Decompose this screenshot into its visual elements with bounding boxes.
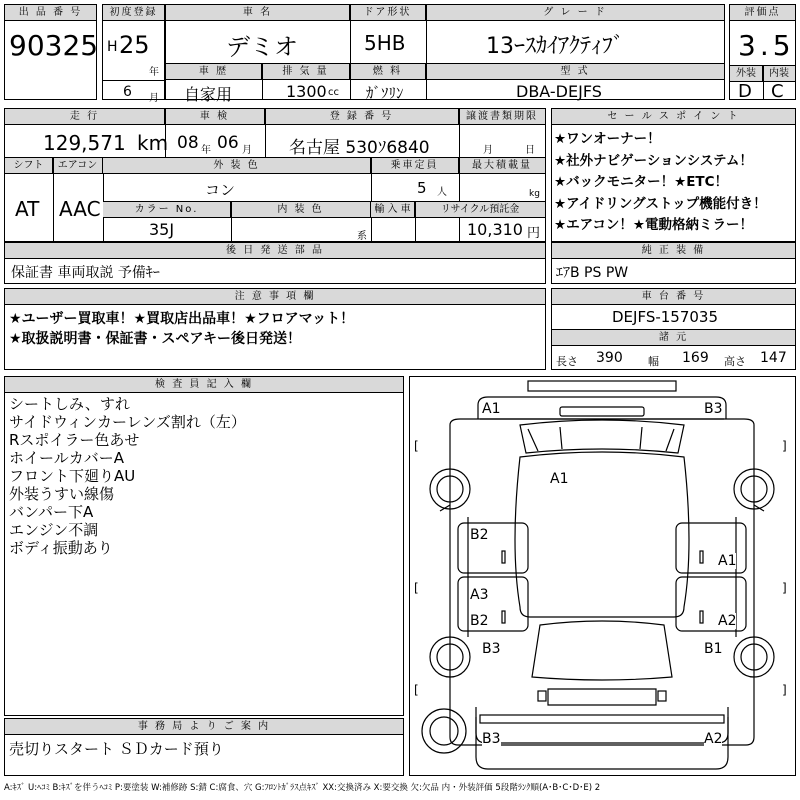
inspector-label: 検 査 員 記 入 欄 bbox=[5, 377, 403, 393]
insp-year: 08 bbox=[177, 133, 199, 153]
sales-points-list bbox=[554, 129, 767, 237]
grade-label: グ レ ー ド bbox=[426, 5, 724, 21]
height: 147 bbox=[760, 350, 787, 366]
transfer-month-unit: 月 bbox=[483, 145, 493, 156]
damage-mark: B3 bbox=[482, 731, 501, 747]
displacement: 1300 bbox=[286, 82, 327, 101]
chassis-number: DEJFS-157035 bbox=[612, 308, 719, 326]
vehicle-details bbox=[4, 108, 546, 242]
interior-label: 内装 bbox=[763, 66, 795, 82]
chassis-label: 車 台 番 号 bbox=[552, 289, 795, 305]
damage-mark: B3 bbox=[482, 641, 501, 657]
car-name-label: 車 名 bbox=[166, 5, 350, 21]
car-outline bbox=[410, 377, 795, 775]
first-reg-label: 初度登録 bbox=[103, 5, 164, 21]
displacement-label: 排 気 量 bbox=[262, 64, 350, 80]
note-line: ★ユーザー買取車！★買取店出品車！★フロアマット！ bbox=[9, 311, 355, 327]
model-label: 型 式 bbox=[426, 64, 724, 80]
int-color-unit: 系 bbox=[357, 231, 367, 242]
score-cell bbox=[729, 4, 796, 100]
era-letter: H bbox=[107, 39, 118, 55]
office-note: 売切りスタート ＳＤカード預り bbox=[9, 740, 224, 758]
legend: A:ｷｽﾞ U:ﾍｺﾐ B:ｷｽﾞを伴うﾍｺﾐ P:要塗装 W:補修跡 S:錆 C:腐食、穴 G:ﾌﾛﾝﾄｶﾞﾗｽ点ｷｽﾞ XX:交換済み X:要交換 欠:欠品 内・外装評価 5段階ﾗﾝｸ順(A･B･C･D･E) 2 bbox=[4, 783, 601, 793]
color-no: 35J bbox=[149, 220, 175, 239]
width: 169 bbox=[682, 350, 709, 366]
exterior-label: 外装 bbox=[730, 66, 763, 82]
bracket: [ bbox=[414, 683, 419, 697]
plate-label: 登 録 番 号 bbox=[265, 109, 459, 125]
displacement-unit: cc bbox=[328, 87, 339, 98]
year-unit: 年 bbox=[149, 67, 159, 78]
notes-label: 注 意 事 項 欄 bbox=[5, 289, 545, 305]
later-parts-label: 後 日 発 送 部 品 bbox=[5, 243, 545, 259]
inspector-line: シートしみ、すれ bbox=[9, 395, 130, 413]
transfer-label: 譲渡書類期限 bbox=[459, 109, 545, 125]
damage-mark: A1 bbox=[550, 471, 569, 487]
history-label: 車 歴 bbox=[166, 64, 262, 80]
fuel-label: 燃 料 bbox=[350, 64, 426, 80]
inspector-line: エンジン不調 bbox=[9, 521, 99, 539]
bracket: ] bbox=[782, 439, 787, 453]
mileage: 129,571 bbox=[43, 131, 126, 155]
notes-cell bbox=[4, 288, 546, 370]
equipment: ｴｱB PS PW bbox=[556, 265, 629, 281]
aircon-label: エアコン bbox=[53, 158, 103, 174]
inspector-line: ホイールカバーA bbox=[9, 449, 124, 467]
inspector-line: バンパー下A bbox=[9, 503, 94, 521]
damage-mark: A1 bbox=[482, 401, 501, 417]
bracket: ] bbox=[782, 581, 787, 595]
sales-point: ★エアコン！★電動格納ミラー！ bbox=[554, 217, 754, 233]
note-line: ★取扱説明書・保証書・スペアキー後日発送！ bbox=[9, 331, 301, 347]
listing-no: 90325 bbox=[9, 29, 99, 62]
office-cell bbox=[4, 718, 404, 776]
damage-mark: B3 bbox=[704, 401, 723, 417]
capacity-unit: 人 bbox=[437, 187, 447, 198]
reg-year: 25 bbox=[119, 31, 150, 59]
inspector-line: Rスポイラー色あせ bbox=[9, 431, 140, 449]
insp-month: 06 bbox=[217, 133, 239, 153]
import-label: 輸 入 車 bbox=[371, 202, 415, 218]
capacity: 5 bbox=[417, 179, 427, 197]
damage-mark: B2 bbox=[470, 527, 489, 543]
ext-color: コン bbox=[205, 181, 236, 199]
door-type: 5HB bbox=[364, 31, 406, 55]
ext-color-label: 外 装 色 bbox=[103, 158, 371, 174]
damage-mark: A3 bbox=[470, 587, 489, 603]
capacity-label: 乗車定員 bbox=[371, 158, 459, 174]
history: 自家用 bbox=[184, 85, 233, 104]
later-parts: 保証書 車両取説 予備ｷｰ bbox=[11, 265, 160, 281]
sales-points-cell bbox=[551, 108, 796, 242]
damage-mark: A2 bbox=[704, 731, 723, 747]
recycle-unit: 円 bbox=[527, 226, 541, 241]
damage-mark: A1 bbox=[718, 553, 737, 569]
exterior-grade: D bbox=[738, 81, 752, 102]
length-label: 長さ bbox=[556, 355, 578, 368]
chassis-cell bbox=[551, 288, 796, 370]
door-label: ドア形状 bbox=[350, 5, 426, 21]
height-label: 高さ bbox=[724, 355, 746, 368]
grade: 13ｰｽｶｲｱｸﾃｨﾌﾞ bbox=[486, 34, 624, 59]
insp-month-unit: 月 bbox=[242, 145, 252, 156]
length: 390 bbox=[596, 350, 623, 366]
inspector-cell bbox=[4, 376, 404, 716]
shift-label: シフト bbox=[5, 158, 53, 174]
fuel: ｶﾞｿﾘﾝ bbox=[366, 84, 404, 102]
damage-mark: B2 bbox=[470, 613, 489, 629]
max-load-label: 最大積載量 bbox=[459, 158, 545, 174]
bracket: [ bbox=[414, 581, 419, 595]
car-name: デミオ bbox=[226, 33, 298, 61]
transfer-day-unit: 日 bbox=[525, 145, 535, 156]
reg-month: 6 bbox=[123, 84, 132, 100]
model: DBA-DEJFS bbox=[516, 82, 602, 101]
recycle-label: リサイクル預託金 bbox=[415, 202, 545, 218]
max-load-unit: kg bbox=[529, 189, 540, 199]
inspector-line: 外装うすい線傷 bbox=[9, 485, 115, 503]
sales-point: ★社外ナビゲーションシステム！ bbox=[554, 152, 753, 169]
inspector-line: サイドウィンカーレンズ割れ（左） bbox=[9, 413, 246, 431]
plate-number: 名古屋 530ｿ6840 bbox=[289, 138, 430, 158]
width-label: 幅 bbox=[648, 355, 659, 368]
sales-points-label: セ ー ル ス ポ イ ン ト bbox=[552, 109, 795, 125]
shift: AT bbox=[15, 197, 40, 221]
inspector-line: ボディ振動あり bbox=[9, 539, 113, 557]
dims-label: 諸 元 bbox=[552, 330, 795, 346]
mileage-label: 走 行 bbox=[5, 109, 165, 125]
insp-year-unit: 年 bbox=[201, 145, 211, 156]
main-spec-cell bbox=[165, 4, 725, 104]
sales-point: ★バックモニター！★ETC！ bbox=[554, 174, 729, 190]
damage-mark: A2 bbox=[718, 613, 737, 629]
score-label: 評価点 bbox=[730, 5, 795, 21]
int-color-label: 内 装 色 bbox=[231, 202, 371, 218]
color-no-label: カラー No. bbox=[103, 202, 231, 218]
aircon: AAC bbox=[59, 197, 101, 221]
listing-no-cell bbox=[4, 4, 97, 100]
inspector-line: フロント下廻りAU bbox=[9, 467, 136, 485]
sales-point: ★アイドリングストップ機能付き！ bbox=[554, 195, 767, 212]
equipment-cell bbox=[551, 242, 796, 284]
damage-diagram bbox=[409, 376, 796, 776]
bracket: ] bbox=[782, 683, 787, 697]
bracket: [ bbox=[414, 439, 419, 453]
damage-mark: B1 bbox=[704, 641, 723, 657]
listing-no-label: 出 品 番 号 bbox=[5, 5, 96, 21]
office-label: 事 務 局 よ り ご 案 内 bbox=[5, 719, 403, 735]
month-unit: 月 bbox=[149, 93, 159, 104]
sales-point: ★ワンオーナー！ bbox=[554, 131, 661, 147]
mileage-unit: km bbox=[137, 131, 169, 155]
later-parts-cell bbox=[4, 242, 546, 284]
recycle-fee: 10,310 bbox=[467, 220, 523, 239]
score: 3.5 bbox=[738, 29, 795, 62]
interior-grade: C bbox=[771, 81, 784, 102]
inspection-label: 車 検 bbox=[165, 109, 265, 125]
equipment-label: 純 正 装 備 bbox=[552, 243, 795, 259]
first-registration-cell bbox=[102, 4, 165, 104]
